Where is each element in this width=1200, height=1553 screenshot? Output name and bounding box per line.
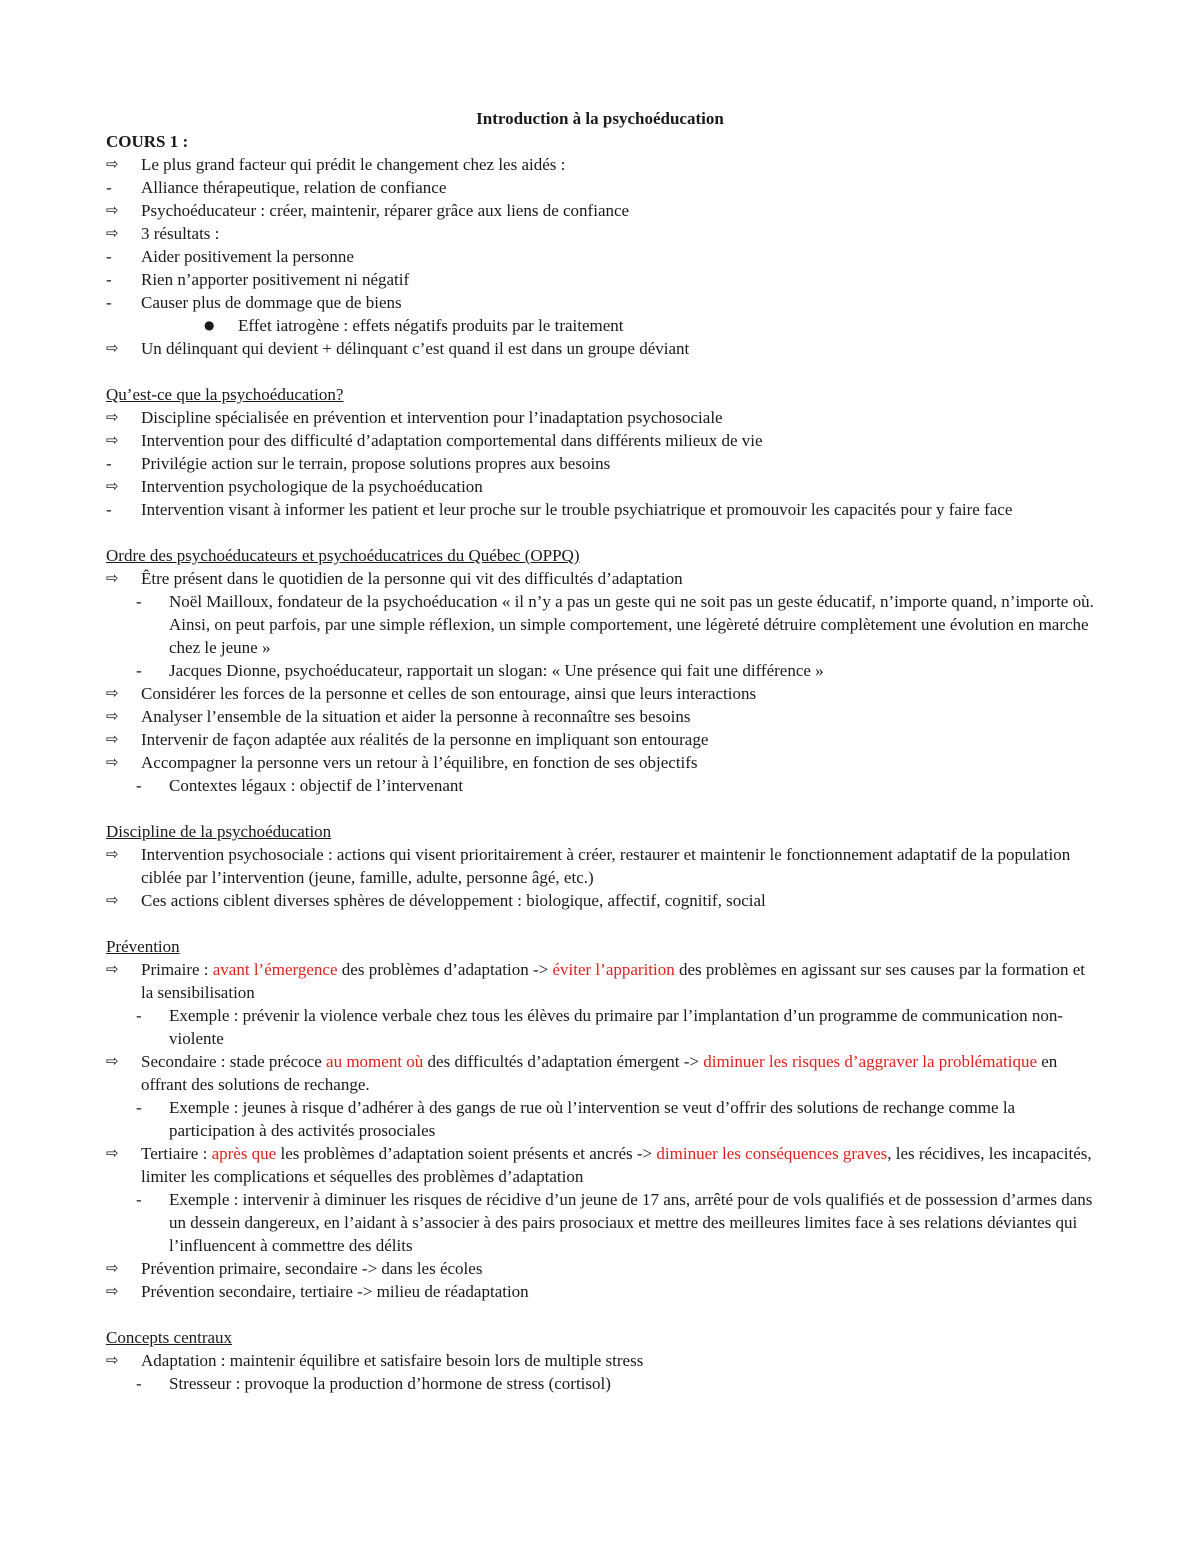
- dash-marker: -: [136, 776, 142, 795]
- arrow-icon: ⇨: [106, 224, 119, 242]
- arrow-icon: ⇨: [106, 477, 119, 495]
- arrow-icon: ⇨: [106, 1351, 119, 1369]
- list-item: ⇨ Considérer les forces de la personne et celles de son entourage, ainsi que leurs interactions: [106, 684, 757, 703]
- arrow-icon: ⇨: [106, 684, 119, 702]
- list-item: ⇨ Adaptation : maintenir équilibre et satisfaire besoin lors de multiple stress: [106, 1351, 644, 1370]
- list-item: - Stresseur : provoque la production d’hormone de stress (cortisol): [136, 1374, 611, 1393]
- list-item: ⇨ 3 résultats :: [106, 224, 220, 243]
- arrow-icon: ⇨: [106, 1282, 119, 1300]
- dash-marker: -: [106, 247, 112, 266]
- arrow-icon: ⇨: [106, 707, 119, 725]
- dash-marker: -: [106, 178, 112, 197]
- bullet-icon: ●: [204, 318, 215, 332]
- list-item: ⇨ Être présent dans le quotidien de la personne qui vit des difficultés d’adaptation: [106, 569, 683, 588]
- list-item: ⇨ Intervenir de façon adaptée aux réalités de la personne en impliquant son entourage: [106, 730, 709, 749]
- list-item: ● Effet iatrogène : effets négatifs produits par le traitement: [204, 316, 624, 335]
- arrow-icon: ⇨: [106, 569, 119, 587]
- list-item: ⇨ Tertiaire : après que les problèmes d’adaptation soient présents et ancrés -> diminuer les conséquences graves, les récidives, les incapacités, limiter les complications et séquelles des problèmes d’adaptation: [106, 1144, 1092, 1186]
- section-heading: Qu’est-ce que la psychoéducation?: [106, 385, 344, 404]
- list-item: ⇨ Ces actions ciblent diverses sphères de développement : biologique, affectif, cognitif, social: [106, 891, 766, 910]
- dash-marker: -: [106, 293, 112, 312]
- section-heading: Ordre des psychoéducateurs et psychoéducatrices du Québec (OPPQ): [106, 546, 580, 565]
- course-heading: COURS 1 :: [106, 132, 189, 151]
- list-item: ⇨ Secondaire : stade précoce au moment où des difficultés d’adaptation émergent -> diminuer les risques d’aggraver la problématique en offrant des solutions de rechange.: [106, 1052, 1058, 1094]
- list-item: - Alliance thérapeutique, relation de confiance: [106, 178, 447, 197]
- arrow-icon: ⇨: [106, 960, 119, 978]
- arrow-icon: ⇨: [106, 1052, 119, 1070]
- list-item: - Exemple : intervenir à diminuer les risques de récidive d’un jeune de 17 ans, arrêté pour de vols qualifiés et de possession d’armes dans un dessein dangereux, en l’aidant à s’associer à des pairs prosociaux et mettre des meilleures limites face à ses relations déviantes qui l’influencent à commettre des délits: [136, 1190, 1093, 1255]
- arrow-icon: ⇨: [106, 891, 119, 909]
- section-heading: Discipline de la psychoéducation: [106, 822, 332, 841]
- list-item: - Contextes légaux : objectif de l’intervenant: [136, 776, 464, 795]
- highlight-text: éviter l’apparition: [552, 960, 675, 979]
- list-item: ⇨ Primaire : avant l’émergence des problèmes d’adaptation -> éviter l’apparition des problèmes en agissant sur ses causes par la formation et la sensibilisation: [106, 960, 1085, 1002]
- dash-marker: -: [106, 454, 112, 473]
- arrow-icon: ⇨: [106, 753, 119, 771]
- list-item: ⇨ Analyser l’ensemble de la situation et aider la personne à reconnaître ses besoins: [106, 707, 691, 726]
- arrow-icon: ⇨: [106, 730, 119, 748]
- document-body: [106, 153, 1096, 1395]
- list-item: ⇨ Intervention psychosociale : actions qui visent prioritairement à créer, restaurer et maintenir le fonctionnement adaptatif de la population ciblée par l’intervention (jeune, famille, adulte, personne âgé, etc.): [106, 845, 1071, 887]
- dash-marker: -: [106, 270, 112, 289]
- arrow-icon: ⇨: [106, 1144, 119, 1162]
- list-item: ⇨ Intervention psychologique de la psychoéducation: [106, 477, 483, 496]
- highlight-text: diminuer les conséquences graves: [656, 1144, 888, 1163]
- list-item: ⇨ Intervention pour des difficulté d’adaptation comportemental dans différents milieux de vie: [106, 431, 763, 450]
- list-item: - Exemple : jeunes à risque d’adhérer à des gangs de rue où l’intervention se veut d’offrir des solutions de rechange comme la participation à des activités prosociales: [136, 1098, 1016, 1140]
- list-item: ⇨ Prévention secondaire, tertiaire -> milieu de réadaptation: [106, 1282, 529, 1301]
- arrow-icon: ⇨: [106, 1259, 119, 1277]
- dash-marker: -: [136, 592, 142, 611]
- list-item: ⇨ Discipline spécialisée en prévention et intervention pour l’inadaptation psychosociale: [106, 408, 723, 427]
- dash-marker: -: [136, 1098, 142, 1117]
- dash-marker: -: [106, 500, 112, 519]
- highlight-text: au moment où: [326, 1052, 424, 1071]
- list-item: ⇨ Accompagner la personne vers un retour à l’équilibre, en fonction de ses objectifs: [106, 753, 698, 772]
- list-item: ⇨ Un délinquant qui devient + délinquant c’est quand il est dans un groupe déviant: [106, 339, 690, 358]
- arrow-icon: ⇨: [106, 845, 119, 863]
- list-item: - Aider positivement la personne: [106, 247, 354, 266]
- dash-marker: -: [136, 1190, 142, 1209]
- list-item: - Causer plus de dommage que de biens: [106, 293, 402, 312]
- dash-marker: -: [136, 661, 142, 680]
- arrow-icon: ⇨: [106, 431, 119, 449]
- list-item: ⇨ Le plus grand facteur qui prédit le changement chez les aidés :: [106, 155, 566, 174]
- list-item: - Noël Mailloux, fondateur de la psychoéducation « il n’y a pas un geste qui ne soit pas un geste éducatif, n’importe quand, n’importe où. Ainsi, on peut parfois, par une simple réflexion, un simple comportement, une légèreté détruire complètement une évolution en marche chez le jeune »: [136, 592, 1094, 657]
- highlight-text: après que: [211, 1144, 277, 1163]
- arrow-icon: ⇨: [106, 339, 119, 357]
- section-heading: Concepts centraux: [106, 1328, 233, 1347]
- section-heading: Prévention: [106, 937, 180, 956]
- list-item: - Jacques Dionne, psychoéducateur, rapportait un slogan: « Une présence qui fait une différence »: [136, 661, 824, 680]
- document-title: Introduction à la psychoéducation: [476, 109, 724, 128]
- arrow-icon: ⇨: [106, 408, 119, 426]
- dash-marker: -: [136, 1006, 142, 1025]
- list-item: ⇨ Prévention primaire, secondaire -> dans les écoles: [106, 1259, 483, 1278]
- list-item: - Intervention visant à informer les patient et leur proche sur le trouble psychiatrique et promouvoir les capacités pour y faire face: [106, 500, 1013, 519]
- list-item: ⇨ Psychoéducateur : créer, maintenir, réparer grâce aux liens de confiance: [106, 201, 630, 220]
- arrow-icon: ⇨: [106, 201, 119, 219]
- highlight-text: diminuer les risques d’aggraver la problématique: [703, 1052, 1037, 1071]
- list-item: - Exemple : prévenir la violence verbale chez tous les élèves du primaire par l’implantation d’un programme de communication non-violente: [136, 1006, 1064, 1048]
- dash-marker: -: [136, 1374, 142, 1393]
- arrow-icon: ⇨: [106, 155, 119, 173]
- list-item: - Privilégie action sur le terrain, propose solutions propres aux besoins: [106, 454, 611, 473]
- highlight-text: avant l’émergence: [212, 960, 338, 979]
- list-item: - Rien n’apporter positivement ni négatif: [106, 270, 410, 289]
